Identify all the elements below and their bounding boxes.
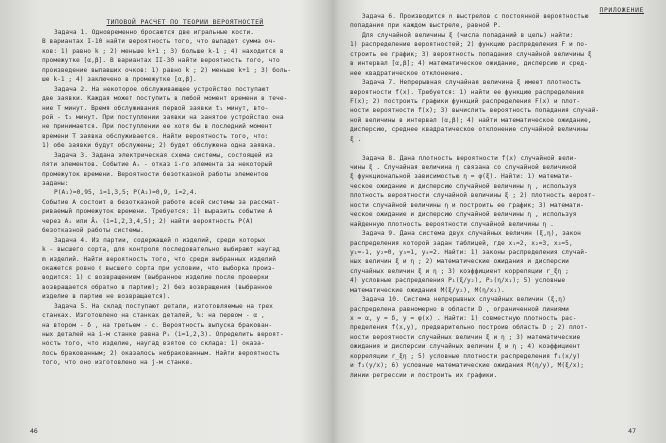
text-line: вероятности f(x). Требуется: 1) найти ее функцию распределения: [350, 88, 585, 96]
text-line: ше k-1 ; 4) заключено в промежутке [α,β].: [42, 76, 197, 84]
text-line: ческое ожидание и дисперсию случайной величины η , используя: [350, 211, 577, 219]
text-line: P(A₁)=0,95, i=1,3,5; P(A₂)=0,9, i=2,4.: [54, 189, 198, 197]
text-line: заданы:: [42, 180, 69, 187]
right-text-column: [350, 12, 644, 380]
text-line: в интервал [α,β]; 4) математическое ожидание, дисперсию и сред-: [350, 60, 588, 68]
text-line: водится: 1) с возвращением (выбранное изделие после проверки: [42, 274, 269, 282]
text-line: ности случайной величины η и построить ее график; 3) математи-: [350, 201, 585, 209]
text-line: распределена равномерно в области D , ограниченной линиями: [350, 305, 569, 313]
text-line: безотказной работы системы.: [42, 227, 144, 235]
text-line: станках. Изготовлено на станках деталей, %: на первом - α ,: [42, 312, 265, 320]
text-line: линии регрессии и построить их графики.: [350, 371, 498, 379]
text-line: строить ее график; 3) вероятность попадания случайной величины ξ: [350, 50, 592, 58]
text-line: x = α, y = δ, y = φ(x) . Найти: 1) совместную плотность рас-: [350, 315, 577, 322]
text-line: 1) обе заявки будут обслужены; 2) будет обслужена одна заявка.: [42, 142, 277, 150]
text-line: k - высшего сорта, для контроля последовательно выбирают наугад: [42, 246, 280, 254]
text-line: времени T заявка обслуживается. Найти вероятность того, что:: [42, 132, 269, 140]
text-line: Задача 3. Задана электрическая схема системы, состоящей из: [54, 151, 273, 159]
text-line: ческое ожидание и дисперсию случайной величины η , используя: [350, 182, 577, 190]
text-line: Событие A состоит в безотказной работе всей системы за рассмат-: [42, 198, 280, 206]
text-line: промежуток времени. Вероятности безотказной работы элементов: [42, 170, 269, 178]
text-line: произведение выпавших очков: 1) равно k ; 2) меньше k+1 ; 3) боль-: [42, 66, 292, 74]
text-line: m изделий. Найти вероятность того, что среди выбранных изделий: [42, 255, 277, 263]
text-line: ожидания и дисперсии случайных величин ξ и η ; 4) коэффициент: [350, 343, 581, 351]
text-line: Задача 10. Система непрерывных случайных величин (ξ,η): [362, 296, 566, 304]
text-line: ков: 1) равно k ; 2) меньше k+1 ; 3) больше k-1 ; 4) находится в: [42, 47, 284, 55]
text-line: ξ функциональной зависимостью η = φ(ξ). Найти: 1) математи-: [350, 173, 573, 181]
text-line: на втором - δ , на третьем - c. Вероятность выпуска бракован-: [42, 321, 273, 329]
text-line: через Aᵢ или Āᵢ (i=1,2,3,4,5); 2) найти вероятность P(A): [42, 217, 254, 225]
right-page: [336, 0, 666, 443]
text-line: две заявки. Каждая может поступить в любой момент времени в тече-: [42, 95, 288, 103]
text-line: изделие в партию не возвращается).: [42, 293, 171, 301]
text-line: ных величин ξ и η ; 2) математические ожидания и дисперсии: [350, 258, 569, 266]
text-line: ность того, что изделие, наугад взятое со склада: 1) оказа-: [42, 340, 265, 348]
text-line: математические ожидания M(ξ/y₂), M(η/x₁).: [350, 286, 505, 294]
text-line: того, что оно изготовлено на j-м станке.: [42, 359, 194, 367]
text-line: ности вероятности f(x); 3) вычислить вероятность попадания случай-: [350, 107, 600, 115]
text-line: промежутке [α,β]. В вариантах II-30 найти вероятность того, что: [42, 57, 280, 65]
text-line: Задача 2. На некоторое обслуживающее устройство поступают: [54, 85, 270, 93]
text-line: плотность вероятности случайной величины ξ ; 2) плотность вероят-: [350, 192, 596, 200]
text-line: попадания при каждом выстреле, равной P.: [350, 22, 502, 30]
text-line: В вариантах I-10 найти вероятность того, что выпадет сумма оч-: [42, 38, 277, 46]
text-line: Задача 4. Из партии, содержащей n изделий, среди которых: [54, 236, 266, 244]
text-line: Задача 8. Дана плотность вероятности f(x) случайной вели-: [362, 154, 578, 162]
text-line: F(x); 2) построить графики функций распределения F(x) и плот-: [350, 97, 581, 105]
text-line: y₁=-1, y₂=0, y₃=1, y₄=2. Найти: 1) законы распределения случай-: [350, 248, 588, 256]
text-line: [350, 144, 644, 153]
text-line: не принимается. При поступлении ее хотя бы в последний момент: [42, 123, 273, 131]
text-line: пяти элементов. Событие Aᵢ - отказ i-го элемента за некоторый: [42, 161, 273, 169]
text-line: риваемый промежуток времени. Требуется: 1) выразить событие A: [42, 208, 273, 216]
text-line: 4) условные распределения P₁(ξ/y₂), P₂(η/x₁); 5) условные: [350, 277, 566, 285]
text-line: 1) распределение вероятностей; 2) функцию распределения F и по-: [350, 41, 588, 49]
text-line: Задача 6. Производится n выстрелов с постоянной вероятностью: [362, 13, 589, 20]
page-number-left: 46: [30, 427, 38, 435]
text-line: ние T минут. Время обслуживания первой заявки t₁ минут, вто-: [42, 104, 269, 112]
text-line: Задача 1. Одновременно бросаются две игральные кости.: [54, 29, 255, 36]
text-line: найденную плотность вероятности случайной величины η .: [350, 220, 554, 228]
text-line: Задача 5. На склад поступают детали, изготовляемые на трех: [54, 302, 273, 310]
page-number-right: 47: [628, 427, 636, 435]
text-line: дисперсию, среднее квадратическое отклонение случайной величины: [350, 126, 588, 134]
text-line: Задача 7. Непрерывная случайная величина ξ имеет плотность: [362, 79, 581, 87]
left-text-column: [42, 28, 316, 368]
text-line: ной величины в интервал (α,β); 4) найти математическое ожидание,: [350, 116, 592, 124]
text-line: рой - t₂ минут. При поступлении заявки на занятое устройство она: [42, 113, 284, 121]
text-line: Задача 9. Дана система двух случайных величин (ξ,η), закон: [362, 230, 581, 238]
text-line: и f₂(y/x); 6) условные математические ожидания M(η/y), M(ξ/x);: [350, 362, 585, 370]
text-line: чины ξ . Случайная величина η связана со случайной величиной: [350, 164, 577, 171]
text-line: Для случайной величины ξ (числа попаданий в цель) найти:: [362, 31, 574, 39]
text-line: лось бракованным; 2) оказалось небракованным. Найти вероятность: [42, 349, 280, 357]
text-line: окажется ровно ℓ высшего сорта при условии, что выборка произ-: [42, 264, 276, 272]
text-line: пределения f(x,y), предварительно построив область D ; 2) плот-: [350, 324, 588, 332]
text-line: корреляции r_ξη ; 5) условные плотности распределения f₁(x/y): [350, 352, 581, 360]
text-line: случайных величин ξ и η ; 3) коэффициент корреляции r_ξη ;: [350, 267, 569, 275]
text-line: ности вероятности случайных величин ξ и η ; 3) математические: [350, 333, 581, 341]
page-title: ТИПОВОЙ РАСЧЕТ ПО ТЕОРИИ ВЕРОЯТНОСТЕЙ: [106, 18, 264, 26]
text-line: возвращается обратно в партию); 2) без возвращения (выбранное: [42, 283, 273, 291]
text-line: распределения которой задан таблицей, где x₁=2, x₂=3, x₃=5,: [350, 239, 573, 247]
text-line: ных деталей на i-м станке равна Pᵢ (i=1,2,3). Определить вероят-: [42, 331, 284, 338]
text-line: нее квадратическое отклонение.: [350, 69, 464, 77]
text-line: ξ .: [350, 135, 362, 143]
left-page: [0, 0, 330, 443]
running-header: ПРИЛОЖЕНИЕ: [599, 6, 644, 14]
